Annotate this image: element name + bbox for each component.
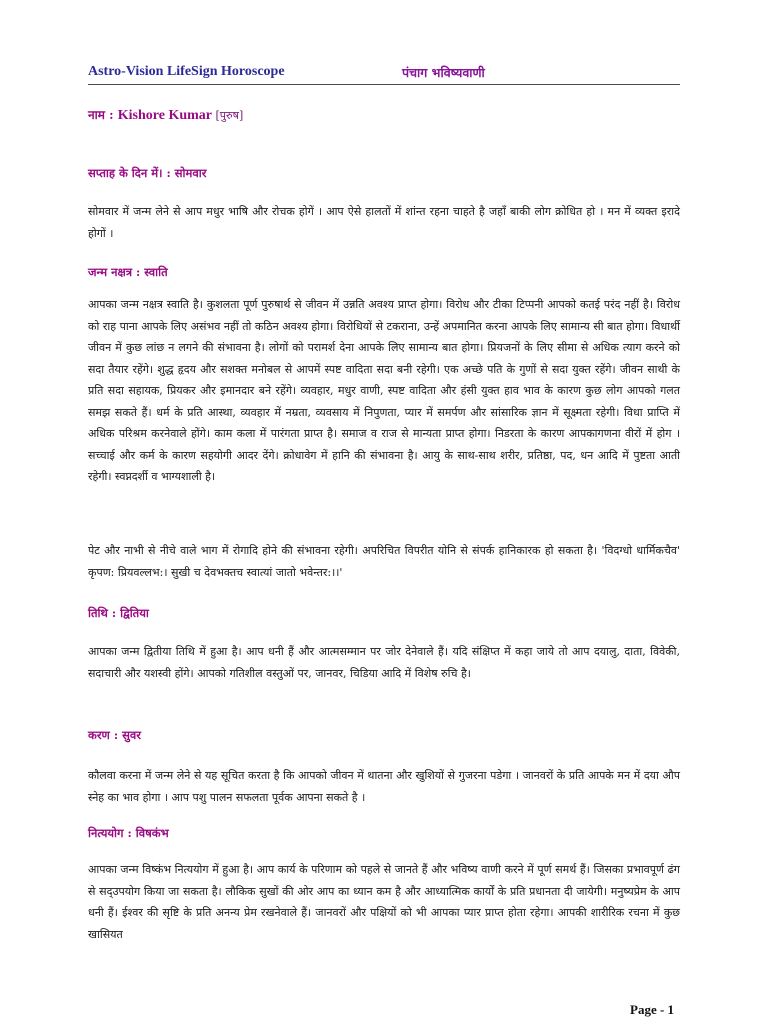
paragraph-nakshatra: आपका जन्म नक्षत्र स्वाति है। कुशलता पूर्ण पुरुषार्थ से जीवन में उन्नति अवश्य प्राप्त होगा। विरोध और टीका टिप्पनी आपको कतई परंद नहीं है। विरोध को राह पाना आपके लिए असंभव नहीं तो कठिन अवश्य होगा। विरोधियों से टकराना, उन्हें अपमानित करना आपके लिए सामान्य सी बात होगा। विधार्थी जीवन में कुछ लांछ न लगने की संभावना है। लोगों को परामर्श देना आपके लिए सामान्य बात होगा। प्रियजनों के लिए सीमा से अधिक त्याग करने को सदा तैयार रहेंगे। शुद्ध हृदय और सशक्त मनोबल से आपमें स्पष्ट वादिता सदा बनी रहेगी। एक अच्छे पति के गुणों से सदा युक्त रहेंगे। जीवन साथी के प्रति सदा सहायक, प्रियकर और इमानदार बने रहेंगे। व्यवहार, मधुर वाणी, स्पष्ट वादिता और हंसी युक्त हाव भाव के कारण कुछ लोग आपको गलत समझ सकते हैं। धर्म के प्रति आस्था, व्यवहार में नम्रता, व्यवसाय में निपुणता, प्यार में समर्पण और सांसारिक ज्ञान में सूक्ष्मता रहेगी। विधा प्राप्ति में अधिक परिश्रम करनेवाले होंगे। काम कला में पारंगता प्राप्त है। समाज व राज से मान्यता प्राप्त होगा। निडरता के कारण आपकागणना वीरों में होग । सच्चाई और कर्म के कारण सहयोगी आदर देंगे। क्रोधावेग में हानि की संभावना है। आयु के साथ-साथ शरीर, प्रतिष्ठा, पद, धन आदि में पुष्टता आती रहेगी। स्वप्नदर्शी व भाग्यशाली है। (88, 298, 680, 483)
section-heading-tithi: तिथि : द्वितिया (88, 606, 149, 620)
paragraph-weekday: सोमवार में जन्म लेने से आप मधुर भाषि और रोचक होगें । आप ऐसे हालतों में शांन्त रहना चाहते है जहाँ बाकी लोग क्रोधित हो । मन में व्यक्त इरादे होगों । (88, 205, 680, 240)
brand-title: Astro-Vision LifeSign Horoscope (88, 64, 285, 79)
name-label: नाम (88, 108, 105, 122)
paragraph-health: पेट और नाभी से नीचे वाले भाग में रोगादि होने की संभावना रहेगी। अपरिचित विपरीत योनि से संपर्क हानिकारक हो सकता है। 'विदग्धो धार्मिकचैव' कृपण: प्रियवल्लभ:। सुखी च देवभक्तच स्वात्यां जातो भवेन्तर:।।' (88, 544, 680, 579)
section-heading-karana: करण : सुवर (88, 728, 141, 742)
paragraph-nityayoga: आपका जन्म विष्कंभ नित्ययोग में हुआ है। आप कार्य के परिणाम को पहले से जानते हैं और भविष्य वाणी करने में पूर्ण समर्थ हैं। जिसका प्रभावपूर्ण ढंग से सद्‌उपयोग किया जा सकता है। लौकिक सुखों की ओर आप का ध्यान कम है और आध्यात्मिक कार्यों के प्रति प्रधानता दी जायेगी। मनुष्यप्रेम के आप धनी हैं। ईश्वर की सृष्टि के प्रति अनन्य प्रेम रखनेवाले हैं। जानवरों और पक्षियों को भी आपका प्यार प्राप्त होता रहेगा। आपकी शारीरिक रचना में कुछ खासियत (88, 863, 680, 941)
document-title: पंचाग भविष्यवाणी (402, 65, 485, 80)
person-name-line (88, 106, 243, 124)
paragraph-karana: कौलवा करना में जन्म लेने से यह सूचित करता है कि आपको जीवन में थातना और खुशियों से गुजरना पडेगा । जानवरों के प्रति आपके मन में दया औप स्नेह का भाव होगा । आप पशु पालन सफलता पूर्वक आपना सकते है । (88, 769, 680, 804)
page-header (88, 64, 680, 85)
gender-label: [पुरुष] (215, 109, 244, 122)
paragraph-tithi: आपका जन्म द्वितीया तिथि में हुआ है। आप धनी हैं और आत्मसम्मान पर जोर देनेवाले हैं। यदि संक्षिप्त में कहा जाये तो आप दयालु, दाता, विवेकी, सदाचारी और यशस्वी होंगे। आपको गतिशील वस्तुओं पर, जानवर, चिडिया आदि में विशेष रुचि है। (88, 645, 680, 680)
section-heading-weekday: सप्ताह के दिन में। : सोमवार (88, 166, 207, 180)
name-value: Kishore Kumar (117, 108, 212, 123)
section-heading-nityayoga: नित्ययोग : विषकंभ (88, 826, 169, 840)
name-separator: : (104, 108, 118, 122)
page-number: Page - 1 (630, 1002, 675, 1017)
section-heading-nakshatra: जन्म नक्षत्र : स्वाति (88, 265, 168, 279)
